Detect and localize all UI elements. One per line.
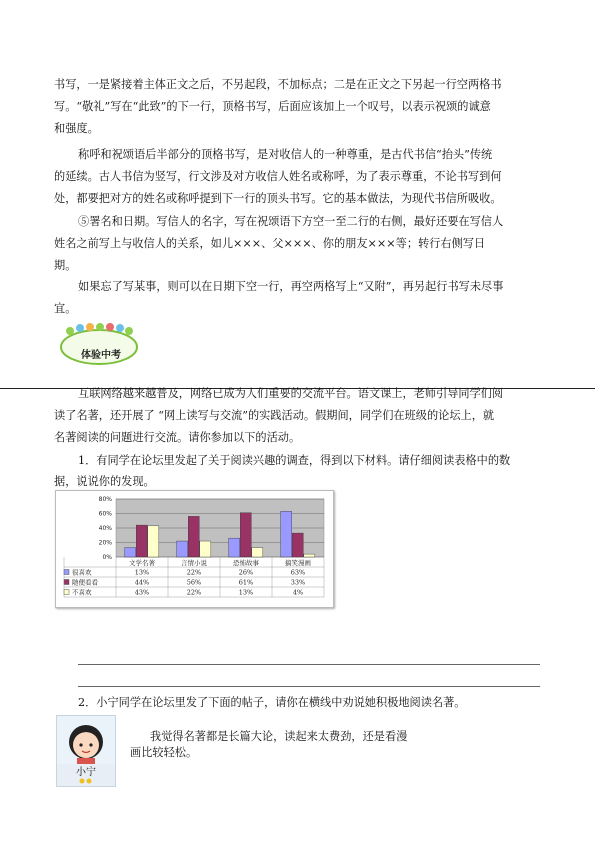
data-label: 56%	[186, 578, 202, 587]
y-tick-label: 40%	[98, 525, 112, 532]
y-tick-label: 80%	[98, 496, 112, 503]
bar	[177, 541, 188, 557]
data-label: 22%	[186, 588, 202, 597]
passage-line: 写。“敬礼”写在“此致”的下一行，顶格书写，后面应该加上一个叹号，以表示祝颂的诚意	[54, 100, 491, 113]
post-text-line: 我觉得名著都是长篇大论，读起来太费劲，还是看漫	[150, 730, 408, 743]
legend-label: 不喜欢	[72, 588, 92, 597]
post-username: 小宁	[76, 767, 96, 778]
answer-line[interactable]	[78, 686, 540, 687]
intro-line: 互联网络越来越普及，网络已成为人们重要的交流平台。语文课上，老师引导同学们阅	[78, 387, 504, 400]
passage-line: 期。	[54, 259, 77, 272]
badge-label: 体验中考	[81, 350, 121, 361]
data-label: 22%	[186, 568, 202, 577]
passage-line: ⑤署名和日期。写信人的名字，写在祝颂语下方空一至二行的右侧，最好还要在写信人	[78, 215, 504, 228]
passage-line: 姓名之前写上与收信人的关系，如儿×××、父×××、你的朋友×××等；转行右侧写日	[54, 237, 486, 250]
data-label: 44%	[134, 578, 150, 587]
data-label: 43%	[134, 588, 150, 597]
rank-icon	[79, 778, 93, 784]
data-label: 26%	[238, 568, 254, 577]
bar	[200, 541, 211, 557]
x-tick-label: 恐怖故事	[233, 559, 259, 567]
legend-swatch	[64, 580, 69, 585]
intro-line: 名著阅读的问题进行交流。请你参加以下的活动。	[54, 431, 301, 444]
x-tick-label: 言情小说	[181, 559, 207, 567]
bar	[281, 511, 292, 557]
question-1-line: 据，说说你的发现。	[54, 475, 155, 488]
legend-label: 很喜欢	[72, 568, 92, 577]
y-tick-label: 60%	[98, 510, 112, 518]
passage-line: 书写，一是紧接着主体正文之后，不另起段，不加标点；二是在正文之下另起一行空两格书	[54, 78, 502, 91]
y-tick-label: 0%	[102, 554, 112, 561]
bar	[188, 516, 199, 557]
post-text-line: 画比较轻松。	[130, 746, 198, 759]
bar	[148, 526, 159, 557]
passage-line: 和强度。	[54, 122, 99, 135]
passage-line: 称呼和祝颂语后半部分的顶格书写，是对收信人的一种尊重，是古代书信“抬头”传统	[78, 148, 493, 161]
survey-chart-svg	[56, 491, 333, 607]
bar	[240, 513, 251, 557]
bar	[292, 533, 303, 557]
x-tick-label: 文学名著	[129, 559, 155, 567]
legend-label: 随便看看	[72, 578, 98, 587]
y-tick-label: 20%	[98, 539, 112, 547]
survey-chart	[55, 490, 334, 608]
bar	[136, 525, 147, 557]
question-1-line: 1．有同学在论坛里发起了关于阅读兴趣的调查，得到以下材料。请仔细阅读表格中的数	[78, 454, 511, 467]
passage-line: 宜。	[54, 302, 77, 315]
legend-swatch	[64, 570, 69, 575]
data-label: 63%	[290, 568, 306, 577]
passage-line: 如果忘了写某事，则可以在日期下空一行，再空两格写上“又附”，再另起行书写未尽事	[78, 280, 504, 293]
passage-line: 处，都要把对方的姓名或称呼提到下一行的顶头书写。它的基本做法，为现代书信所吸收。	[54, 192, 502, 205]
intro-line: 读了名著，还开展了 “网上读写与交流”的实践活动。假期间，同学们在班级的论坛上，就	[54, 409, 495, 422]
avatar	[57, 716, 115, 764]
bar	[304, 554, 315, 557]
user-avatar-card	[56, 715, 116, 787]
data-label: 4%	[292, 588, 304, 597]
data-label: 33%	[290, 578, 306, 587]
legend-swatch	[64, 590, 69, 595]
data-label: 61%	[238, 578, 254, 587]
bar	[252, 548, 263, 557]
answer-line[interactable]	[78, 664, 540, 665]
bar	[229, 538, 240, 557]
x-tick-label: 搞笑漫画	[285, 559, 311, 567]
bar	[125, 548, 136, 557]
data-label: 13%	[134, 568, 150, 577]
question-2-line: 2．小宁同学在论坛里发了下面的帖子，请你在横线中劝说她积极地阅读名著。	[78, 696, 466, 709]
data-label: 13%	[238, 588, 254, 597]
passage-line: 的延续。古人书信为竖写，行文涉及对方收信人姓名或称呼，为了表示尊重，不论书写到何	[54, 170, 502, 183]
